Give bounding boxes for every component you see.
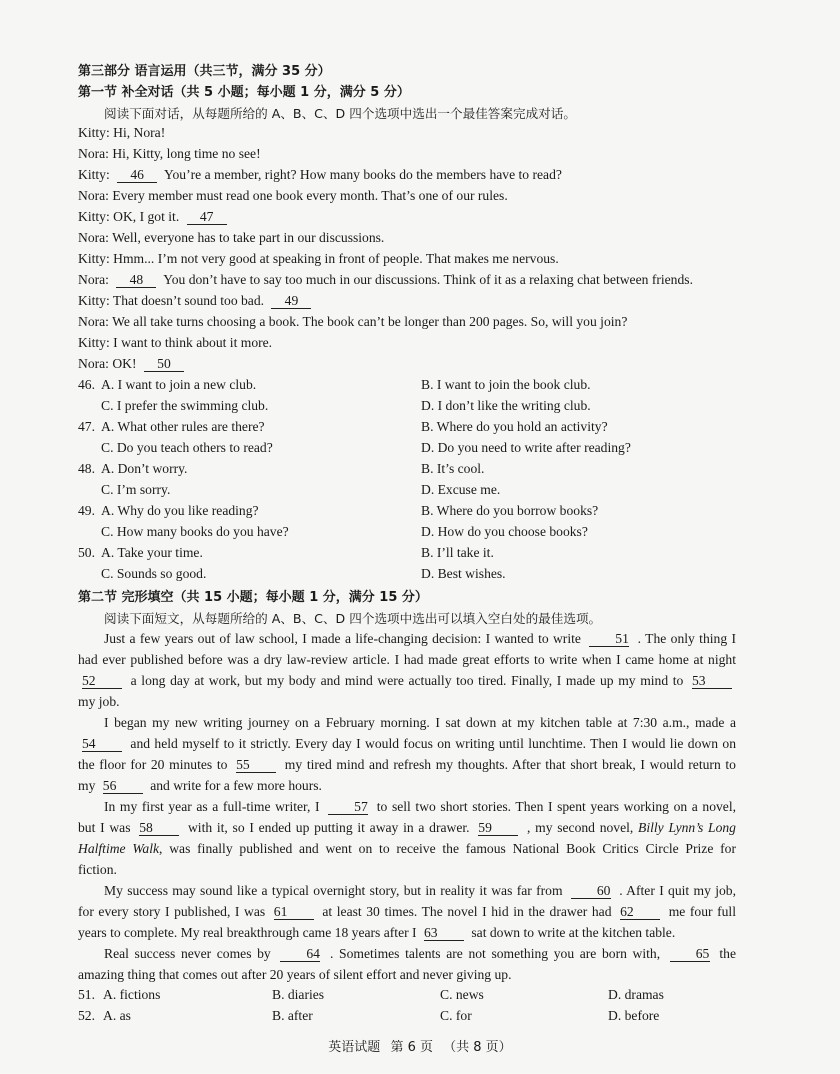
speaker-label: Nora: — [78, 230, 109, 245]
speaker-label: Nora: — [78, 272, 109, 287]
answer-blank[interactable]: 60 — [571, 884, 611, 899]
passage-line — [78, 880, 736, 901]
passage-line — [78, 859, 736, 880]
dialogue-text: OK! — [112, 356, 137, 371]
speaker-label: Kitty: — [78, 335, 110, 350]
option-a[interactable]: A. as — [103, 1008, 131, 1023]
passage-line — [78, 670, 736, 691]
dialogue-line — [78, 125, 738, 141]
answer-blank[interactable]: 47 — [187, 210, 227, 225]
dialogue-text: Hi, Kitty, long time no see! — [112, 146, 261, 161]
passage-line — [78, 691, 736, 712]
dialogue-text: I want to think about it more. — [113, 335, 273, 350]
question-number: 47. — [78, 419, 95, 434]
passage-paragraph — [78, 796, 736, 880]
option-c[interactable]: C. I prefer the swimming club. — [101, 398, 269, 413]
option-a[interactable]: A. Why do you like reading? — [101, 503, 259, 518]
dialogue-text: You’re a member, right? How many books do the members have to read? — [164, 167, 562, 182]
dialogue-line — [78, 314, 738, 330]
passage-text: , my second novel, — [527, 820, 634, 835]
passage-text: my tired mind and refresh my thoughts. After that short break, I would return to — [284, 757, 736, 772]
option-c[interactable]: C. Do you teach others to read? — [101, 440, 273, 455]
answer-blank[interactable]: 59 — [478, 821, 518, 836]
option-d[interactable]: D. Do you need to write after reading? — [421, 440, 631, 455]
dialogue-line — [78, 146, 738, 162]
passage-line — [78, 964, 736, 985]
speaker-label: Nora: — [78, 188, 109, 203]
option-c[interactable]: C. How many books do you have? — [101, 524, 289, 539]
question-number: 48. — [78, 461, 95, 476]
option-a[interactable]: A. Don’t worry. — [101, 461, 188, 476]
question-number: 52. — [78, 1008, 95, 1023]
option-d[interactable]: D. dramas — [608, 987, 664, 1002]
passage-line — [78, 796, 736, 817]
passage-text: . The only thing I — [637, 631, 736, 646]
part1-title: 第一节 补全对话（共 5 小题；每小题 1 分，满分 5 分） — [78, 85, 410, 100]
passage-line — [78, 733, 736, 754]
passage-text: had ever published before was a dry law-review article. I had made great efforts to write when I came home at night — [78, 652, 736, 667]
dialogue-text: You don’t have to say too much in our discussions. Think of it as a relaxing chat between friends. — [163, 272, 693, 287]
dialogue-line — [78, 272, 738, 288]
answer-blank[interactable]: 51 — [589, 632, 629, 647]
answer-blank[interactable]: 53 — [692, 674, 732, 689]
passage-line — [78, 922, 736, 943]
speaker-label: Kitty: — [78, 209, 110, 224]
passage-text: Just a few years out of law school, I made a life-changing decision: I wanted to write — [104, 631, 581, 646]
passage-line — [78, 943, 736, 964]
option-b[interactable]: B. It’s cool. — [421, 461, 485, 476]
option-a[interactable]: A. Take your time. — [101, 545, 203, 560]
dialogue-line — [78, 251, 738, 267]
dialogue-text: Hmm... I’m not very good at speaking in front of people. That makes me nervous. — [113, 251, 559, 266]
speaker-label: Nora: — [78, 314, 109, 329]
passage-text: . Sometimes talents are not something you are born with, — [330, 946, 661, 961]
option-a[interactable]: A. fictions — [103, 987, 161, 1002]
answer-blank[interactable]: 65 — [670, 947, 710, 962]
speaker-label: Kitty: — [78, 167, 110, 182]
dialogue-text: Well, everyone has to take part in our discussions. — [112, 230, 385, 245]
option-b[interactable]: B. Where do you borrow books? — [421, 503, 599, 518]
passage-line — [78, 775, 736, 796]
footer-subject: 英语试题 — [328, 1040, 381, 1055]
option-b[interactable]: B. after — [272, 1008, 313, 1023]
dialogue-line — [78, 293, 738, 309]
section-title: 第三部分 语言运用（共三节，满分 35 分） — [78, 64, 331, 79]
option-b[interactable]: B. I want to join the book club. — [421, 377, 591, 392]
page-footer — [0, 1036, 840, 1055]
dialogue-line — [78, 335, 738, 351]
footer-page: 第 6 页 — [390, 1040, 433, 1055]
question-number: 46. — [78, 377, 95, 392]
passage-text: sat down to write at the kitchen table. — [471, 925, 676, 940]
option-d[interactable]: D. Best wishes. — [421, 566, 506, 581]
dialogue-text: OK, I got it. — [113, 209, 180, 224]
footer-total: （共 8 页） — [443, 1040, 512, 1055]
dialogue-text: Every member must read one book every month. That’s one of our rules. — [112, 188, 508, 203]
dialogue-line — [78, 356, 738, 372]
passage-line — [78, 649, 736, 670]
passage-line — [78, 628, 736, 649]
answer-blank[interactable]: 52 — [82, 674, 122, 689]
passage-line — [78, 712, 736, 733]
answer-blank[interactable]: 54 — [82, 737, 122, 752]
answer-blank[interactable]: 64 — [280, 947, 320, 962]
option-d[interactable]: D. How do you choose books? — [421, 524, 588, 539]
answer-blank[interactable]: 56 — [103, 779, 143, 794]
answer-blank[interactable]: 62 — [620, 905, 660, 920]
answer-blank[interactable]: 49 — [271, 294, 311, 309]
option-c[interactable]: C. I’m sorry. — [101, 482, 171, 497]
passage-text: I began my new writing journey on a February morning. I sat down at my kitchen table at 7:30 a.m., made a — [104, 715, 736, 730]
book-title: Halftime Walk — [78, 841, 160, 856]
passage-line — [78, 817, 736, 838]
passage-text: at least 30 times. The novel I hid in the drawer had — [322, 904, 612, 919]
answer-blank[interactable]: 61 — [274, 905, 314, 920]
option-d[interactable]: D. before — [608, 1008, 660, 1023]
passage-line — [78, 754, 736, 775]
dialogue-line — [78, 167, 738, 183]
speaker-label: Kitty: — [78, 251, 110, 266]
passage-line — [78, 901, 736, 922]
option-b[interactable]: B. diaries — [272, 987, 325, 1002]
passage-text: . After I quit my job, — [619, 883, 736, 898]
passage-text: the — [719, 946, 736, 961]
passage-text: fiction. — [78, 862, 117, 877]
option-a[interactable]: A. I want to join a new club. — [101, 377, 257, 392]
part2-title: 第二节 完形填空（共 15 小题；每小题 1 分，满分 15 分） — [78, 590, 428, 605]
option-d[interactable]: D. Excuse me. — [421, 482, 501, 497]
answer-blank[interactable]: 46 — [117, 168, 157, 183]
passage-text: In my first year as a full-time writer, I — [104, 799, 320, 814]
passage-text: and write for a few more hours. — [150, 778, 322, 793]
answer-blank[interactable]: 50 — [144, 357, 184, 372]
passage-text: My success may sound like a typical overnight story, but in reality it was far from — [104, 883, 563, 898]
passage-text: my — [78, 778, 96, 793]
passage-text: my job. — [78, 694, 120, 709]
passage-text: Real success never comes by — [104, 946, 271, 961]
passage-paragraph — [78, 628, 736, 712]
answer-blank[interactable]: 55 — [236, 758, 276, 773]
dialogue-line — [78, 230, 738, 246]
speaker-label: Nora: — [78, 146, 109, 161]
passage-line — [78, 838, 736, 859]
part2-instruction: 阅读下面短文，从每题所给的 A、B、C、D 四个选项中选出可以填入空白处的最佳选项。 — [104, 611, 602, 626]
passage-paragraph — [78, 880, 736, 943]
option-c[interactable]: C. for — [440, 1008, 472, 1023]
passage-text: a long day at work, but my body and mind were actually too tired. Finally, I made up my mind to — [130, 673, 684, 688]
book-title: Billy Lynn’s Long — [638, 820, 736, 835]
question-number: 49. — [78, 503, 95, 518]
passage-text: and held myself to it strictly. Every day I would focus on writing until lunchtime. Then I would lie down on — [130, 736, 736, 751]
speaker-label: Nora: — [78, 356, 109, 371]
passage-text: the floor for 20 minutes to — [78, 757, 228, 772]
answer-blank[interactable]: 63 — [424, 926, 464, 941]
dialogue-text: That doesn’t sound too bad. — [112, 293, 265, 308]
passage-text: for every story I published, I was — [78, 904, 266, 919]
passage-paragraph — [78, 943, 736, 985]
passage-paragraph — [78, 712, 736, 796]
passage-text: with it, so I ended up putting it away in a drawer. — [187, 820, 470, 835]
dialogue-text: Hi, Nora! — [113, 125, 166, 140]
option-b[interactable]: B. Where do you hold an activity? — [421, 419, 608, 434]
dialogue-text: We all take turns choosing a book. The book can’t be longer than 200 pages. So, will you join? — [112, 314, 628, 329]
answer-blank[interactable]: 48 — [116, 273, 156, 288]
passage-text: me four full — [668, 904, 736, 919]
option-d[interactable]: D. I don’t like the writing club. — [421, 398, 591, 413]
option-c[interactable]: C. Sounds so good. — [101, 566, 207, 581]
passage-text: , was finally published and went on to receive the famous National Book Critics Circle Prize for — [159, 841, 736, 856]
speaker-label: Kitty: — [78, 293, 110, 308]
passage-text: to sell two short stories. Then I spent years working on a novel, — [376, 799, 736, 814]
speaker-label: Kitty: — [78, 125, 110, 140]
answer-blank[interactable]: 58 — [139, 821, 179, 836]
question-number: 51. — [78, 987, 95, 1002]
option-c[interactable]: C. news — [440, 987, 484, 1002]
question-number: 50. — [78, 545, 95, 560]
passage-text: but I was — [78, 820, 131, 835]
answer-blank[interactable]: 57 — [328, 800, 368, 815]
part1-instruction: 阅读下面对话，从每题所给的 A、B、C、D 四个选项中选出一个最佳答案完成对话。 — [104, 106, 576, 121]
passage-text: years to complete. My real breakthrough came 18 years after I — [78, 925, 417, 940]
passage-text: amazing thing that comes out after 20 years of silent effort and never giving up. — [78, 967, 512, 982]
dialogue-line — [78, 209, 738, 225]
dialogue-line — [78, 188, 738, 204]
option-b[interactable]: B. I’ll take it. — [421, 545, 494, 560]
option-a[interactable]: A. What other rules are there? — [101, 419, 265, 434]
